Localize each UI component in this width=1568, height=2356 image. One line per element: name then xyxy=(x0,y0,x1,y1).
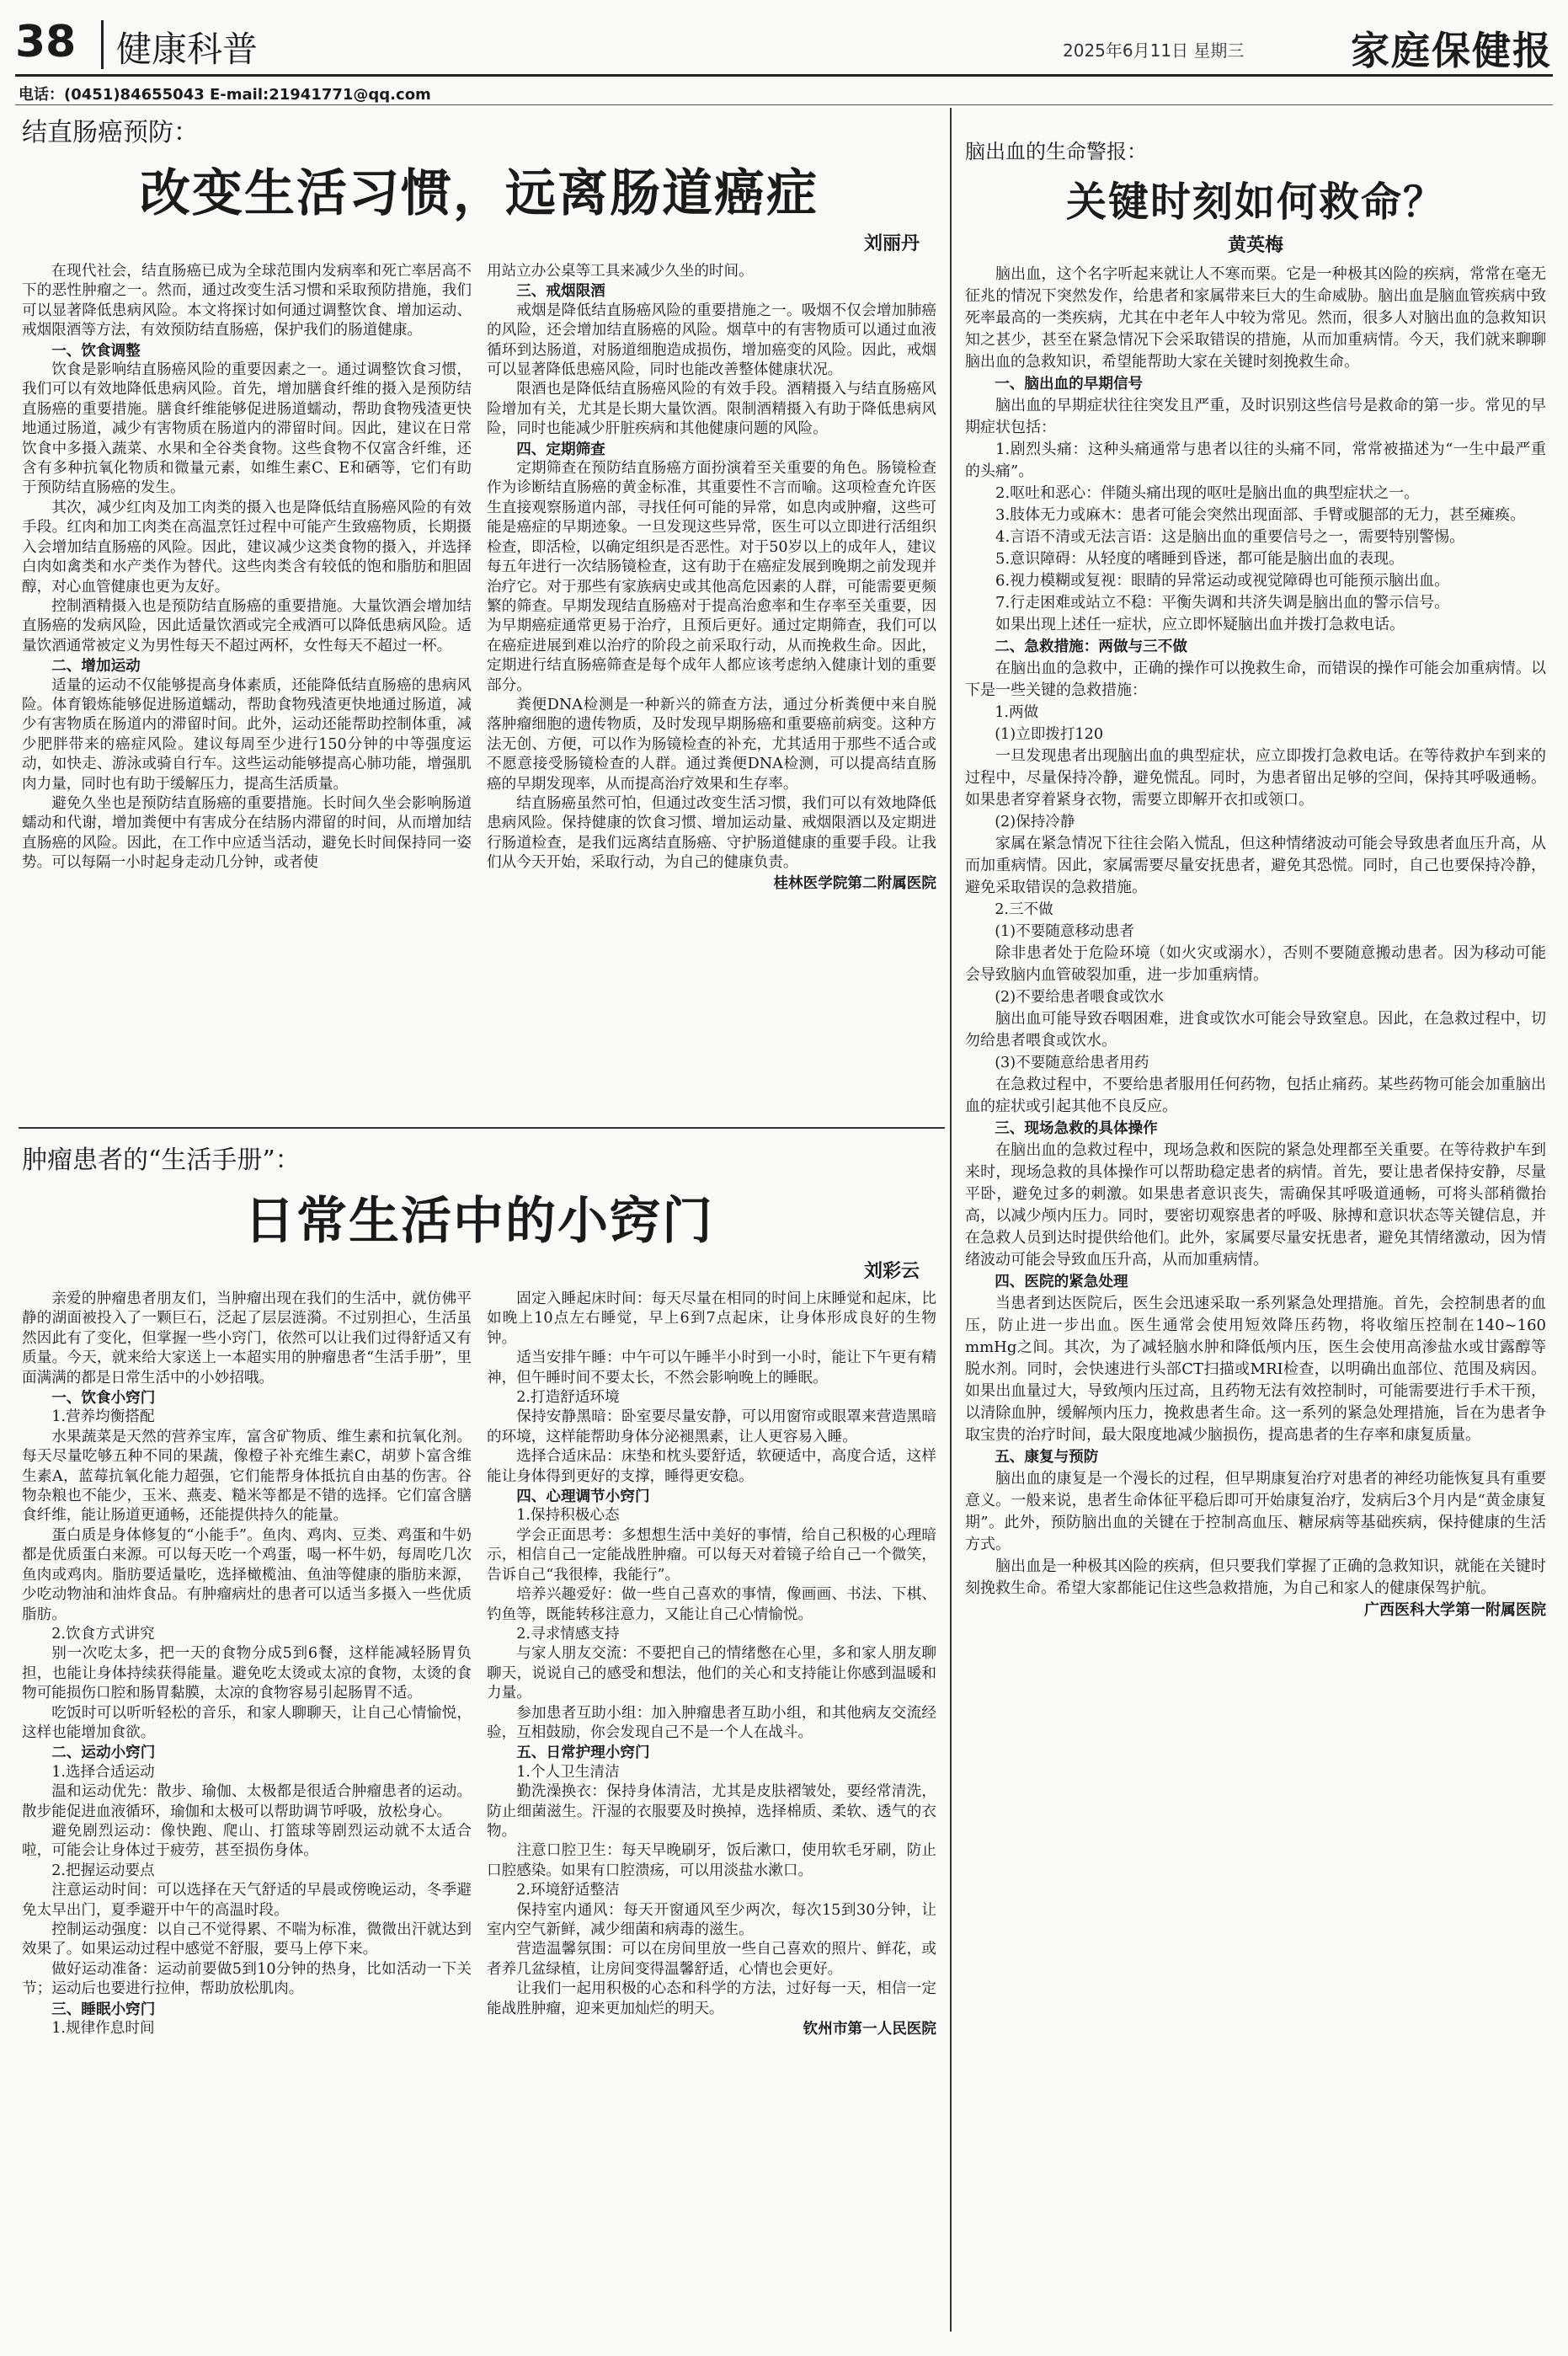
subsection-heading: 2.打造舒适环境 xyxy=(516,1389,620,1407)
section-heading: 二、急救措施：两做与三不做 xyxy=(995,638,1187,655)
paragraph: 粪便DNA检测是一种新兴的筛查方法，通过分析粪便中来自脱落肿瘤细胞的遗传物质，及时发现早期肠癌和重要癌前病变。这种方法无创、方便，可以作为肠镜检查的补充，尤其适用于那些不适合或不愿意接受肠镜检查的人群。通过粪便DNA检测，可以提高结直肠癌的早期发现率，从而提高治疗效果和生存率。 xyxy=(487,696,936,793)
subsection-heading: (2)保持冷静 xyxy=(995,814,1075,831)
paragraph: 在现代社会，结直肠癌已成为全球范围内发病率和死亡率居高不下的恶性肿瘤之一。然而，通过改变生活习惯和采取预防措施，我们可以显著降低患病风险。本文将探讨如何通过调整饮食、增加运动、戒烟限酒等方法，有效预防结直肠癌，保护我们的肠道健康。 xyxy=(22,263,472,339)
header-divider xyxy=(101,20,104,69)
paragraph: 7.行走困难或站立不稳：平衡失调和共济失调是脑出血的警示信号。 xyxy=(995,594,1450,612)
paragraph: 4.言语不清或无法言语：这是脑出血的重要信号之一，需要特别警惕。 xyxy=(995,528,1465,546)
paragraph: 勤洗澡换衣：保持身体清洁，尤其是皮肤褶皱处，要经常清洗，防止细菌滋生。汗湿的衣服要及时换掉，选择棉质、柔软、透气的衣物。 xyxy=(487,1783,936,1840)
paragraph: 在脑出血的急救过程中，现场急救和医院的紧急处理都至关重要。在等待救护车到来时，现场急救的具体操作可以帮助稳定患者的病情。首先，要让患者保持安静，尽量平卧，避免过多的刺激。如果患者意识丧失，需确保其呼吸道通畅，可将头部稍微抬高，以减少颅内压力。同时，要密切观察患者的呼吸、脉搏和意识状态等关键信息，并在急救人员到达时提供给他们。此外，家属要尽量安抚患者，避免其情绪激动，因为情绪波动可能会导致血压升高，从而加重病情。 xyxy=(965,1141,1546,1269)
subsection-heading: 1.营养均衡搭配 xyxy=(51,1408,155,1426)
paragraph: 脑出血的早期症状往往突发且严重，及时识别这些信号是救命的第一步。常见的早期症状包括： xyxy=(965,397,1546,436)
subsection-heading: (1)立即拨打120 xyxy=(995,726,1104,743)
paragraph: 控制酒精摄入也是预防结直肠癌的重要措施。大量饮酒会增加结直肠癌的发病风险，因此适量饮酒或完全戒酒可以降低患病风险。适量饮酒通常被定义为男性每天不超过两杯，女性每天不超过一杯。 xyxy=(22,597,472,654)
paragraph: 让我们一起用积极的心态和科学的方法，过好每一天，相信一定能战胜肿瘤，迎来更加灿烂的明天。 xyxy=(487,1980,936,2017)
paragraph: 用站立办公桌等工具来减少久坐的时间。 xyxy=(487,263,754,280)
section-heading: 四、定期筛查 xyxy=(516,440,605,458)
paragraph: 限酒也是降低结直肠癌风险的有效手段。酒精摄入与结直肠癌风险增加有关，尤其是长期大量饮酒。限制酒精摄入有助于降低患病风险，同时也能减少肝脏疾病和其他健康问题的风险。 xyxy=(487,381,936,438)
article-cerebral-hemorrhage xyxy=(965,135,1546,2333)
section-heading: 四、心理调节小窍门 xyxy=(516,1488,650,1506)
contact-rule xyxy=(15,104,1553,105)
paragraph: 6.视力模糊或复视：眼睛的异常运动或视觉障碍也可能预示脑出血。 xyxy=(995,572,1450,590)
paragraph: 定期筛查在预防结直肠癌方面扮演着至关重要的角色。肠镜检查作为诊断结直肠癌的黄金标准，其重要性不言而喻。这项检查允许医生直接观察肠道内部，寻找任何可能的异常，如息肉或肿瘤，这些可能是癌症的早期迹象。一旦发现这些异常，医生可以立即进行活组织检查，即活检，以确定组织是否恶性。对于50岁以上的成年人，建议每五年进行一次结肠镜检查，这有助于在癌症发展到晚期之前发现并治疗它。对于那些有家族病史或其他高危因素的人群，可能需要更频繁的筛查。早期发现结直肠癌对于提高治愈率和生存率至关重要，因为早期癌症通常更易于治疗，且预后更好。通过定期筛查，我们可以在癌症进展到难以治疗的阶段之前采取行动，从而挽救生命。因此，定期进行结直肠癌筛查是每个成年人都应该考虑纳入健康计划的重要部分。 xyxy=(487,460,936,694)
section-heading: 三、戒烟限酒 xyxy=(516,282,605,301)
article-column xyxy=(22,262,472,1143)
paragraph: 与家人朋友交流：不要把自己的情绪憋在心里，多和家人朋友聊聊天，说说自己的感受和想法，他们的关心和支持能让你感到温暖和力量。 xyxy=(487,1645,936,1702)
subsection-heading: 2.三不做 xyxy=(995,901,1053,918)
paragraph: 如果出现上述任一症状，应立即怀疑脑出血并拨打急救电话。 xyxy=(995,616,1405,633)
article-source: 桂林医学院第二附属医院 xyxy=(773,873,936,892)
article-source: 广西医科大学第一附属医院 xyxy=(1364,1601,1546,1619)
paragraph: 结直肠癌虽然可怕，但通过改变生活习惯，我们可以有效地降低患病风险。保持健康的饮食习惯、增加运动量、戒烟限酒以及定期进行肠道检查，是我们远离结直肠癌、守护肠道健康的重要手段。让我们从今天开始，采取行动，为自己的健康负责。 xyxy=(487,794,936,872)
article-column xyxy=(487,262,936,1143)
article-title: 关键时刻如何救命？ xyxy=(1065,179,1445,226)
paragraph: 脑出血可能导致吞咽困难，进食或饮水可能会导致窒息。因此，在急救过程中，切勿给患者喂食或饮水。 xyxy=(965,1010,1546,1050)
paragraph: 参加患者互助小组：加入肿瘤患者互助小组，和其他病友交流经验，互相鼓励，你会发现自己不是一个人在战斗。 xyxy=(487,1704,936,1741)
paragraph: 脑出血是一种极其凶险的疾病，但只要我们掌握了正确的急救知识，就能在关键时刻挽救生命。希望大家都能记住这些急救措施，为自己和家人的健康保驾护航。 xyxy=(965,1557,1546,1597)
article-divider xyxy=(19,1127,945,1129)
issue-date: 2025年6月11日 星期三 xyxy=(1063,40,1245,61)
paragraph: 避免久坐也是预防结直肠癌的重要措施。长时间久坐会影响肠道蠕动和代谢，增加粪便中有害成分在结肠内滞留的时间，从而增加结直肠癌的风险。因此，在工作中应适当活动，避免长时间保持同一姿势。可以每隔一小时起身走动几分钟，或者使 xyxy=(22,794,472,872)
header-rule xyxy=(15,74,1553,77)
article-author: 黄英梅 xyxy=(1227,234,1283,256)
section-heading: 五、康复与预防 xyxy=(995,1448,1099,1466)
paragraph: 家属在紧急情况下往往会陷入慌乱，但这种情绪波动可能会导致患者血压升高，从而加重病情。因此，家属需要尽量安抚患者，避免其恐慌。同时，自己也要保持冷静，避免采取错误的急救措施。 xyxy=(965,835,1546,896)
paragraph: 在急救过程中，不要给患者服用任何药物，包括止痛药。某些药物可能会加重脑出血的症状或引起其他不良反应。 xyxy=(965,1076,1546,1115)
section-heading: 三、睡眠小窍门 xyxy=(51,2000,156,2018)
paragraph: 一旦发现患者出现脑出血的典型症状，应立即拨打急救电话。在等待救护车到来的过程中，尽量保持冷静，避免慌乱。同时，为患者留出足够的空间，保持其呼吸通畅。如果患者穿着紧身衣物，需要立即解开衣扣或领口。 xyxy=(965,747,1546,809)
section-heading: 四、医院的紧急处理 xyxy=(995,1273,1128,1290)
paragraph: 做好运动准备：运动前要做5到10分钟的热身，比如活动一下关节；运动后也要进行拉伸，帮助放松肌肉。 xyxy=(22,1960,472,1998)
paragraph: 吃饭时可以听听轻松的音乐，和家人聊聊天，让自己心情愉悦，这样也能增加食欲。 xyxy=(22,1704,472,1741)
paragraph: 保持安静黑暗：卧室要尽量安静，可以用窗帘或眼罩来营造黑暗的环境，这样能帮助身体分泌褪黑素，让人更容易入睡。 xyxy=(487,1408,936,1445)
paragraph: 脑出血的康复是一个漫长的过程，但早期康复治疗对患者的神经功能恢复具有重要意义。一般来说，患者生命体征平稳后即可开始康复治疗，发病后3个月内是“黄金康复期”。此外，预防脑出血的关键在于控制高血压、糖尿病等基础疾病，保持健康的生活方式。 xyxy=(965,1470,1546,1553)
paragraph: 脑出血，这个名字听起来就让人不寒而栗。它是一种极其凶险的疾病，常常在毫无征兆的情况下突然发作，给患者和家属带来巨大的生命威胁。脑出血是脑血管疾病中致死率最高的一类疾病，尤其在中老年人中较为常见。然而，很多人对脑出血的急救知识知之甚少，甚至在紧急情况下会采取错误的措施，从而加重病情。今天，我们就来聊聊脑出血的急救知识，希望能帮助大家在关键时刻挽救生命。 xyxy=(965,265,1546,371)
paragraph: 2.呕吐和恶心：伴随头痛出现的呕吐是脑出血的典型症状之一。 xyxy=(995,484,1420,502)
paragraph: 营造温馨氛围：可以在房间里放一些自己喜欢的照片、鲜花，或者养几盆绿植，让房间变得温馨舒适，心情也会更好。 xyxy=(487,1941,936,1978)
paragraph: 其次，减少红肉及加工肉类的摄入也是降低结直肠癌风险的有效手段。红肉和加工肉类在高温烹饪过程中可能产生致癌物质，长期摄入会增加结直肠癌的风险。因此，建议减少这类食物的摄入，并选择白肉如禽类和水产类作为替代。这些肉类含有较低的饱和脂肪和胆固醇，对心血管健康也更为友好。 xyxy=(22,499,472,596)
paragraph: 适量的运动不仅能够提高身体素质，还能降低结直肠癌的患病风险。体育锻炼能够促进肠道蠕动，帮助食物残渣更快地通过肠道，减少有害物质在肠道内的滞留时间。此外，运动还能帮助控制体重，减少肥胖带来的癌症风险。建议每周至少进行150分钟的中等强度运动，如快走、游泳或骑自行车。这些运动能够提高心肺功能，增强肌肉力量，同时也有助于缓解压力，提高生活质量。 xyxy=(22,676,472,793)
paragraph: 学会正面思考：多想想生活中美好的事情，给自己积极的心理暗示，相信自己一定能战胜肿瘤。可以每天对着镜子给自己一个微笑，告诉自己“我很棒，我能行”。 xyxy=(487,1526,936,1584)
paragraph: 保持室内通风：每天开窗通风至少两次，每次15到30分钟，让室内空气新鲜，减少细菌和病毒的滋生。 xyxy=(487,1901,936,1938)
paragraph: 温和运动优先：散步、瑜伽、太极都是很适合肿瘤患者的运动。散步能促进血液循环，瑜伽和太极可以帮助调节呼吸，放松身心。 xyxy=(22,1783,472,1820)
article-title: 日常生活中的小窍门 xyxy=(244,1192,714,1251)
paragraph: 戒烟是降低结直肠癌风险的重要措施之一。吸烟不仅会增加肺癌的风险，还会增加结直肠癌的风险。烟草中的有害物质可以通过血液循环到达肠道，对肠道细胞造成损伤，增加癌变的风险。因此，戒烟可以显著降低患癌风险，同时也能改善整体健康状况。 xyxy=(487,302,936,379)
article-tumor-life xyxy=(22,1139,936,2335)
paragraph: 别一次吃太多，把一天的食物分成5到6餐，这样能减轻肠胃负担，也能让身体持续获得能量。避免吃太烫或太凉的食物，太烫的食物可能损伤口腔和肠胃黏膜，太凉的食物容易引起肠胃不适。 xyxy=(22,1645,472,1702)
paragraph: 蛋白质是身体修复的“小能手”。鱼肉、鸡肉、豆类、鸡蛋和牛奶都是优质蛋白来源。可以每天吃一个鸡蛋，喝一杯牛奶，每周吃几次鱼肉或鸡肉。脂肪要适量吃，选择橄榄油、鱼油等健康的脂肪来源，少吃动物油和油炸食品。有肿瘤病灶的患者可以适当多摄入一些优质脂肪。 xyxy=(22,1526,472,1623)
paragraph: 当患者到达医院后，医生会迅速采取一系列紧急处理措施。首先，会控制患者的血压，防止进一步出血。医生通常会使用短效降压药物，将收缩压控制在140~160 mmHg之间。其次，为了减轻脑水肿和降低颅内压，医生会使用高渗盐水或甘露醇等脱水剂。同时，会快速进行头部CT扫描或MRI检查，以明确出血部位、范围及病因。如果出血量过大，导致颅内压过高，且药物无法有效控制时，可能需要进行手术干预，以清除血肿，缓解颅内压力，挽救患者生命。这一系列的紧急处理措施，旨在为患者争取宝贵的治疗时间，最大限度地减少脑损伤，提高患者的生存率和康复质量。 xyxy=(965,1295,1546,1444)
article-kicker: 结直肠癌预防： xyxy=(22,118,199,147)
paragraph: 5.意识障碍：从轻度的嗜睡到昏迷，都可能是脑出血的表现。 xyxy=(995,550,1405,568)
paragraph: 固定入睡起床时间：每天尽量在相同的时间上床睡觉和起床，比如晚上10点左右睡觉，早上6到7点起床，让身体形成良好的生物钟。 xyxy=(487,1290,936,1347)
section-heading: 三、现场急救的具体操作 xyxy=(995,1119,1158,1137)
subsection-heading: 1.两做 xyxy=(995,704,1039,721)
section-title: 健康科普 xyxy=(116,29,259,70)
subsection-heading: (1)不要随意移动患者 xyxy=(995,923,1134,940)
article-author: 刘丽丹 xyxy=(863,232,920,254)
paragraph: 水果蔬菜是天然的营养宝库，富含矿物质、维生素和抗氧化剂。每天尽量吃够五种不同的果蔬，像橙子补充维生素C，胡萝卜富含维生素A，蓝莓抗氧化能力超强，它们能帮身体抵抗自由基的伤害。谷物杂粮也不能少，玉米、燕麦、糙米等都是不错的选择。它们富含膳食纤维，能让肠道更通畅，还能提供持久的能量。 xyxy=(22,1428,472,1525)
paragraph: 饮食是影响结直肠癌风险的重要因素之一。通过调整饮食习惯，我们可以有效地降低患病风险。首先，增加膳食纤维的摄入是预防结直肠癌的重要措施。膳食纤维能够促进肠道蠕动，帮助食物残渣更快地通过肠道，减少有害物质在肠道内的滞留时间。因此，建议在日常饮食中多摄入蔬菜、水果和全谷类食物。这些食物不仅富含纤维，还含有多种抗氧化物质和微量元素，如维生素C、E和硒等，它们有助于预防结直肠癌的发生。 xyxy=(22,361,472,497)
article-column xyxy=(487,1290,936,2356)
paragraph: 1.剧烈头痛：这种头痛通常与患者以往的头痛不同，常常被描述为“一生中最严重的头痛”。 xyxy=(965,441,1546,480)
column-divider xyxy=(950,108,952,2332)
paragraph: 3.肢体无力或麻木：患者可能会突然出现面部、手臂或腿部的无力，甚至瘫痪。 xyxy=(995,506,1526,524)
article-colorectal xyxy=(22,111,936,1122)
paragraph: 在脑出血的急救中，正确的操作可以挽救生命，而错误的操作可能会加重病情。以下是一些关键的急救措施： xyxy=(965,660,1546,699)
article-column xyxy=(22,1290,472,2356)
subsection-heading: 1.个人卫生清洁 xyxy=(516,1763,620,1781)
section-heading: 二、运动小窍门 xyxy=(51,1744,156,1762)
newspaper-name: 家庭保健报 xyxy=(1351,28,1553,73)
article-source: 钦州市第一人民医院 xyxy=(803,2020,936,2038)
section-heading: 一、脑出血的早期信号 xyxy=(995,375,1144,393)
subsection-heading: 2.环境舒适整洁 xyxy=(516,1882,620,1899)
article-kicker: 肿瘤患者的“生活手册”： xyxy=(22,1146,301,1175)
paragraph: 亲爱的肿瘤患者朋友们，当肿瘤出现在我们的生活中，就仿佛平静的湖面被投入了一颗巨石，泛起了层层涟漪。不过别担心，生活虽然因此有了变化，但掌握一些小窍门，依然可以让我们过得舒适又有质量。今天，就来给大家送上一本超实用的肿瘤患者“生活手册”，里面满满的都是日常生活中的小妙招哦。 xyxy=(22,1290,472,1386)
paragraph: 注意口腔卫生：每天早晚刷牙，饭后漱口，使用软毛牙刷，防止口腔感染。如果有口腔溃疡，可以用淡盐水漱口。 xyxy=(487,1842,936,1879)
paragraph: 选择合适床品：床垫和枕头要舒适，软硬适中，高度合适，这样能让身体得到更好的支撑，睡得更安稳。 xyxy=(487,1448,936,1485)
subsection-heading: 1.规律作息时间 xyxy=(51,2020,155,2038)
section-heading: 五、日常护理小窍门 xyxy=(516,1744,650,1762)
contact-line: 电话：(0451)84655043 E-mail:21941771@qq.com xyxy=(19,86,431,104)
article-title: 改变生活习惯，远离肠道癌症 xyxy=(140,164,819,223)
section-heading: 一、饮食小窍门 xyxy=(51,1389,156,1408)
paragraph: 注意运动时间：可以选择在天气舒适的早晨或傍晚运动，冬季避免太早出门，夏季避开中午的高温时段。 xyxy=(22,1882,472,1919)
page-number: 38 xyxy=(15,17,77,67)
article-column xyxy=(965,264,1546,2356)
subsection-heading: 2.饮食方式讲究 xyxy=(51,1625,155,1643)
subsection-heading: 2.寻求情感支持 xyxy=(516,1625,620,1643)
paragraph: 除非患者处于危险环境（如火灾或溺水），否则不要随意搬动患者。因为移动可能会导致脑内血管破裂加重，进一步加重病情。 xyxy=(965,944,1546,984)
paragraph: 适当安排午睡：中午可以午睡半小时到一小时，能让下午更有精神，但午睡时间不要太长，不然会影响晚上的睡眠。 xyxy=(487,1349,936,1386)
subsection-heading: 1.选择合适运动 xyxy=(51,1763,155,1781)
section-heading: 二、增加运动 xyxy=(51,657,141,676)
subsection-heading: (3)不要随意给患者用药 xyxy=(995,1055,1149,1071)
article-author: 刘彩云 xyxy=(863,1260,920,1282)
page-header xyxy=(15,13,1553,74)
subsection-heading: 1.保持积极心态 xyxy=(516,1507,620,1525)
paragraph: 培养兴趣爱好：做一些自己喜欢的事情，像画画、书法、下棋、钓鱼等，既能转移注意力，又能让自己心情愉悦。 xyxy=(487,1586,936,1623)
subsection-heading: 2.把握运动要点 xyxy=(51,1862,155,1879)
paragraph: 避免剧烈运动：像快跑、爬山、打篮球等剧烈运动就不太适合啦，可能会让身体过于疲劳，甚至损伤身体。 xyxy=(22,1822,472,1860)
paragraph: 控制运动强度：以自己不觉得累、不喘为标准，微微出汗就达到效果了。如果运动过程中感觉不舒服，要马上停下来。 xyxy=(22,1921,472,1958)
section-heading: 一、饮食调整 xyxy=(51,341,141,360)
article-kicker: 脑出血的生命警报： xyxy=(965,140,1147,163)
subsection-heading: (2)不要给患者喂食或饮水 xyxy=(995,989,1165,1006)
